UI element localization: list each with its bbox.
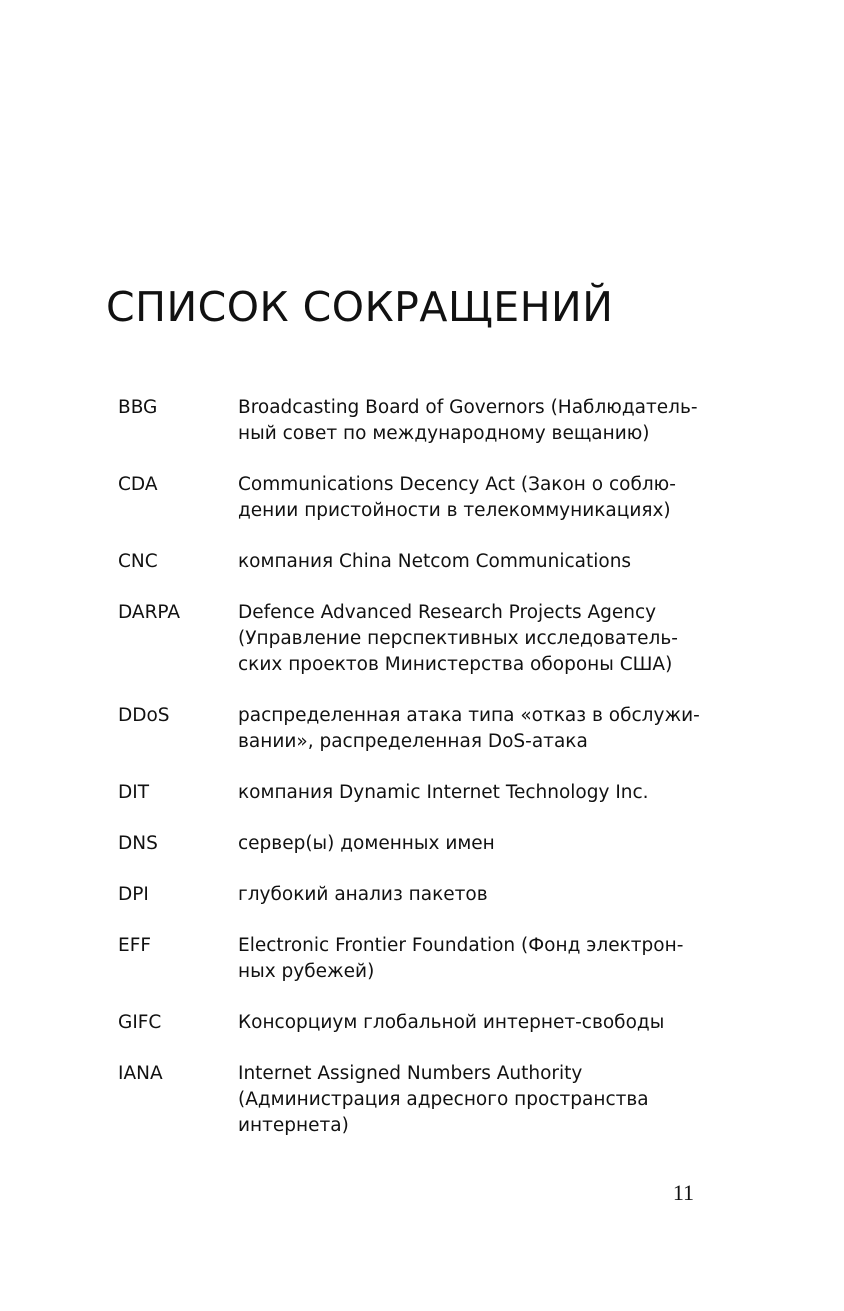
abbreviation-definition: распределенная атака типа «отказ в обслужи- вании», распределенная DoS-атака <box>238 705 700 752</box>
abbreviation-definition: Electronic Frontier Foundation (Фонд электрон- ных рубежей) <box>238 935 684 982</box>
list-item <box>118 395 718 447</box>
abbreviation-term: DPI <box>118 884 149 905</box>
list-item <box>118 1010 718 1036</box>
abbreviation-definition: Консорциум глобальной интернет-свободы <box>238 1012 665 1033</box>
list-item <box>118 703 718 755</box>
list-item <box>118 831 718 857</box>
abbreviation-definition: глубокий анализ пакетов <box>238 884 488 905</box>
abbreviation-term: CNC <box>118 551 158 572</box>
abbreviation-term: BBG <box>118 397 158 418</box>
abbreviation-definition: Communications Decency Act (Закон о соблю- дении пристойности в телекоммуникациях) <box>238 474 676 521</box>
abbreviation-definition: Defence Advanced Research Projects Agency (Управление перспективных исследователь- ских проектов Министерства обороны США) <box>238 602 678 675</box>
abbreviation-term: DDoS <box>118 705 170 726</box>
abbreviation-term: DIT <box>118 782 150 803</box>
abbreviation-term: CDA <box>118 474 158 495</box>
abbreviation-term: IANA <box>118 1063 163 1084</box>
page-number: 11 <box>672 1180 694 1205</box>
list-item <box>118 933 718 985</box>
abbreviation-definition: Internet Assigned Numbers Authority (Администрация адресного пространства интернета) <box>238 1063 649 1136</box>
list-item <box>118 600 718 678</box>
abbreviation-term: DARPA <box>118 602 181 623</box>
abbreviation-term: DNS <box>118 833 158 854</box>
list-item <box>118 472 718 524</box>
abbreviation-definition: компания Dynamic Internet Technology Inc. <box>238 782 649 803</box>
abbreviation-list <box>118 395 718 1164</box>
list-item <box>118 549 718 575</box>
abbreviation-definition: Broadcasting Board of Governors (Наблюдатель- ный совет по международному вещанию) <box>238 397 698 444</box>
abbreviation-term: EFF <box>118 935 151 956</box>
abbreviation-definition: сервер(ы) доменных имен <box>238 833 495 854</box>
list-item <box>118 780 718 806</box>
list-item <box>118 882 718 908</box>
abbreviation-term: GIFC <box>118 1012 162 1033</box>
list-item <box>118 1061 718 1139</box>
abbreviation-definition: компания China Netcom Communications <box>238 551 632 572</box>
page-title: СПИСОК СОКРАЩЕНИЙ <box>106 283 614 331</box>
